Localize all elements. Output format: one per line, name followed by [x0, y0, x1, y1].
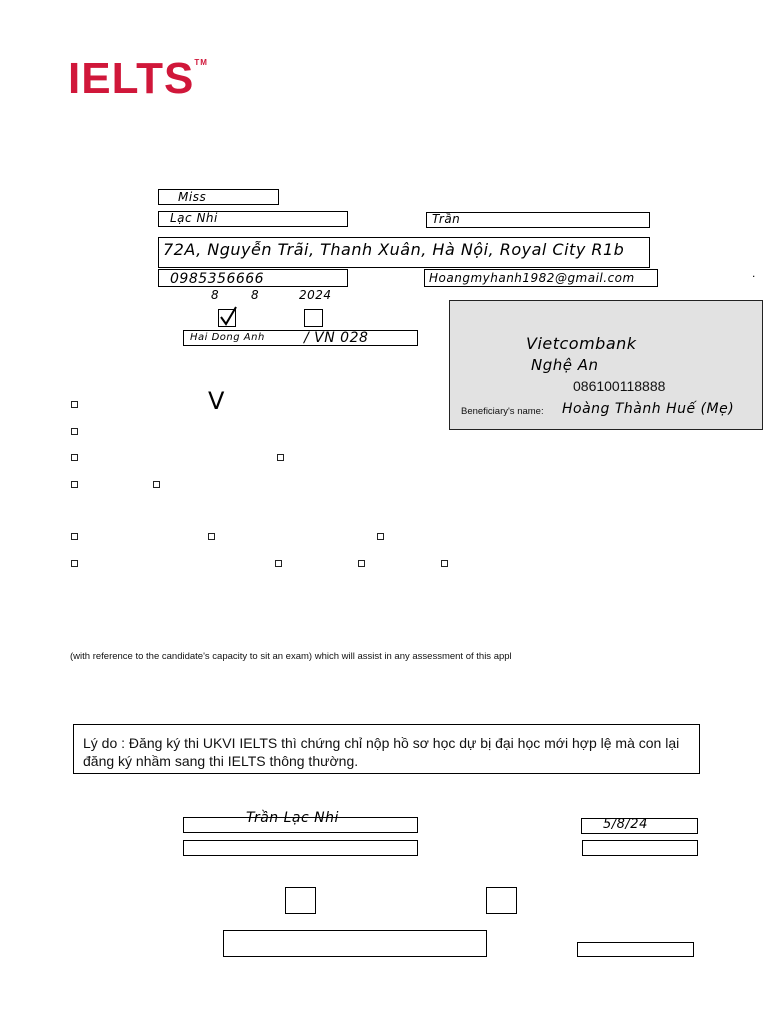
test-centre-value: Hai Dong Anh — [190, 332, 265, 343]
option-checkbox-1[interactable] — [71, 401, 78, 408]
beneficiary-label: Beneficiary's name: — [461, 406, 544, 417]
phone-value: 0985356666 — [170, 271, 265, 287]
title-field[interactable] — [158, 189, 279, 205]
account-number: 086100118888 — [573, 378, 666, 394]
option-checkbox-7[interactable] — [71, 533, 78, 540]
option-checkbox-10[interactable] — [71, 560, 78, 567]
first-name-value: Lạc Nhi — [170, 211, 218, 225]
bank-branch: Nghệ An — [531, 356, 599, 374]
logo-text: IELTS — [68, 54, 195, 103]
signature-value: Trần Lạc Nhi — [246, 810, 339, 826]
no-checkbox[interactable] — [304, 309, 323, 327]
dot-mark: . — [752, 266, 756, 280]
date-field-2[interactable] — [582, 840, 698, 856]
option-checkbox-12[interactable] — [358, 560, 365, 567]
option-checkbox-2[interactable] — [71, 428, 78, 435]
centre-code-value: / VN 028 — [304, 330, 369, 346]
option-checkbox-11[interactable] — [275, 560, 282, 567]
date-month: 8 — [211, 288, 220, 302]
option-checkbox-5[interactable] — [71, 481, 78, 488]
date-day: 8 — [251, 288, 260, 302]
date-year: 2024 — [299, 288, 332, 302]
reference-note: (with reference to the candidate's capacity to sit an exam) which will assist in any assessment of this appl — [70, 651, 512, 662]
reason-text: Lý do : Đăng ký thi UKVI IELTS thì chứng chỉ nộp hồ sơ học dự bị đại học mới hợp lệ mà con lại đăng ký nhầm sang thi IELTS thông thường. — [83, 735, 680, 769]
option-checkbox-8[interactable] — [208, 533, 215, 540]
check-mark-icon — [218, 305, 238, 327]
name-field[interactable] — [183, 840, 418, 856]
tick-mark: V — [208, 387, 225, 415]
bottom-checkbox-2[interactable] — [486, 887, 517, 914]
bottom-checkbox-1[interactable] — [285, 887, 316, 914]
last-name-value: Trần — [432, 212, 461, 226]
option-checkbox-13[interactable] — [441, 560, 448, 567]
logo-trademark: TM — [194, 58, 208, 67]
ielts-logo — [68, 54, 208, 103]
option-checkbox-6[interactable] — [153, 481, 160, 488]
signature-date-value: 5/8/24 — [603, 817, 648, 832]
office-field-2[interactable] — [577, 942, 694, 957]
title-value: Miss — [178, 190, 207, 204]
email-value: Hoangmyhanh1982@gmail.com — [429, 271, 635, 285]
option-checkbox-4[interactable] — [277, 454, 284, 461]
office-field-1[interactable] — [223, 930, 487, 957]
option-checkbox-9[interactable] — [377, 533, 384, 540]
bank-name: Vietcombank — [526, 334, 637, 353]
address-value: 72A, Nguyễn Trãi, Thanh Xuân, Hà Nội, Royal City R1b — [163, 240, 625, 259]
beneficiary-value: Hoàng Thành Huế (Mẹ) — [562, 401, 735, 417]
option-checkbox-3[interactable] — [71, 454, 78, 461]
reason-box[interactable] — [73, 724, 700, 774]
